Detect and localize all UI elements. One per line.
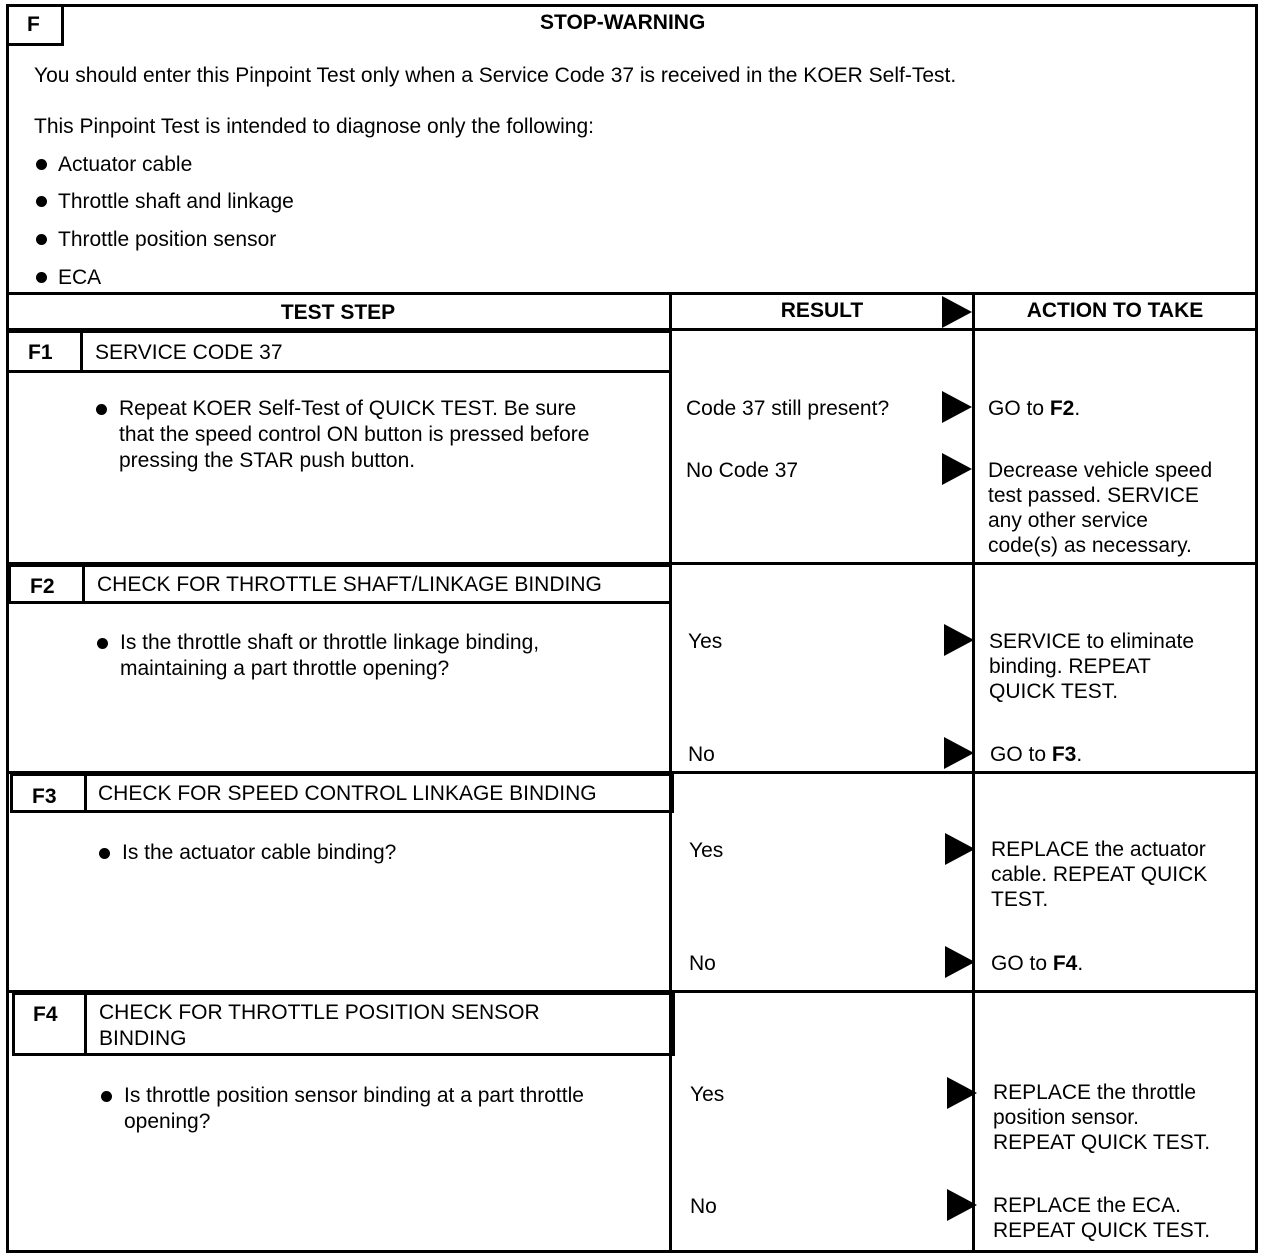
action-line: REPLACE the actuator — [991, 838, 1206, 861]
step-body-line: opening? — [124, 1110, 211, 1133]
step-body-line: maintaining a part throttle opening? — [120, 657, 450, 680]
bullet-icon — [97, 638, 108, 649]
result-text: No — [689, 952, 716, 975]
bullet-icon — [99, 848, 110, 859]
intended-text: This Pinpoint Test is intended to diagnose only the following: — [34, 115, 594, 138]
arrow-right-icon — [947, 1077, 977, 1109]
bullet-icon — [36, 272, 47, 283]
header-test-step: TEST STEP — [280, 301, 396, 324]
arrow-right-icon — [944, 737, 974, 769]
bullet-icon — [36, 196, 47, 207]
arrow-right-icon — [947, 1189, 977, 1221]
step-id-divider — [84, 773, 87, 813]
action-line: REPLACE the throttle — [993, 1081, 1197, 1104]
arrow-right-icon — [942, 391, 972, 423]
header-top-rule — [6, 292, 1258, 295]
step-title-line: BINDING — [99, 1027, 187, 1050]
diagnose-item: ECA — [58, 266, 102, 289]
arrow-right-icon — [942, 296, 972, 328]
diagnose-item: Throttle position sensor — [58, 228, 277, 251]
step-body-line: Repeat KOER Self-Test of QUICK TEST. Be sure — [119, 397, 577, 420]
action-text: GO to F2. — [988, 397, 1081, 420]
action-line: Decrease vehicle speed — [988, 459, 1213, 482]
arrow-right-icon — [944, 624, 974, 656]
result-text: No — [688, 743, 715, 766]
bullet-icon — [101, 1091, 112, 1102]
result-text: No Code 37 — [686, 459, 799, 482]
action-line: TEST. — [991, 888, 1049, 911]
intro-text: You should enter this Pinpoint Test only when a Service Code 37 is received in the KOER Self-Test. — [34, 64, 957, 87]
section-title: STOP-WARNING — [540, 11, 706, 34]
action-line: test passed. SERVICE — [988, 484, 1199, 507]
result-text: Code 37 still present? — [686, 397, 890, 420]
result-text: Yes — [690, 1083, 725, 1106]
action-text: GO to F3. — [990, 743, 1083, 766]
arrow-right-icon — [942, 453, 972, 485]
result-text: Yes — [689, 839, 724, 862]
step-id: F3 — [32, 785, 57, 808]
action-line: REPEAT QUICK TEST. — [993, 1219, 1211, 1242]
arrow-right-icon — [945, 833, 975, 865]
action-line: binding. REPEAT — [989, 655, 1151, 678]
step-id-divider — [80, 330, 83, 373]
step-id: F1 — [28, 341, 53, 364]
action-line: REPLACE the ECA. — [993, 1194, 1181, 1217]
action-line: code(s) as necessary. — [988, 534, 1192, 557]
step-title: SERVICE CODE 37 — [95, 341, 283, 364]
action-line: REPEAT QUICK TEST. — [993, 1131, 1211, 1154]
result-text: No — [690, 1195, 717, 1218]
action-line: cable. REPEAT QUICK — [991, 863, 1208, 886]
diagnose-item: Actuator cable — [58, 153, 193, 176]
header-action: ACTION TO TAKE — [1026, 299, 1204, 322]
step-body-line: Is the actuator cable binding? — [122, 841, 397, 864]
step-title: CHECK FOR THROTTLE SHAFT/LINKAGE BINDING — [97, 573, 602, 596]
action-line: QUICK TEST. — [989, 680, 1119, 703]
section-letter: F — [27, 13, 40, 36]
action-text: GO to F4. — [991, 952, 1084, 975]
step-body-line: pressing the STAR push button. — [119, 449, 416, 472]
step-id-divider — [82, 564, 85, 604]
action-line: position sensor. — [993, 1106, 1139, 1129]
step-id-divider — [84, 992, 87, 1056]
step-body-line: Is the throttle shaft or throttle linkage binding, — [120, 631, 540, 654]
step-body-line: Is throttle position sensor binding at a part throttle — [124, 1084, 584, 1107]
bullet-icon — [36, 234, 47, 245]
bullet-icon — [36, 159, 47, 170]
diagnose-item: Throttle shaft and linkage — [58, 190, 294, 213]
result-text: Yes — [688, 630, 723, 653]
header-result: RESULT — [780, 299, 864, 322]
step-id: F2 — [30, 575, 55, 598]
bullet-icon — [96, 404, 107, 415]
action-line: any other service — [988, 509, 1148, 532]
arrow-right-icon — [945, 946, 975, 978]
step-title: CHECK FOR SPEED CONTROL LINKAGE BINDING — [98, 782, 597, 805]
step-body-line: that the speed control ON button is pressed before — [119, 423, 590, 446]
step-id: F4 — [33, 1003, 58, 1026]
step-title-line: CHECK FOR THROTTLE POSITION SENSOR — [99, 1001, 540, 1024]
action-line: SERVICE to eliminate — [989, 630, 1195, 653]
